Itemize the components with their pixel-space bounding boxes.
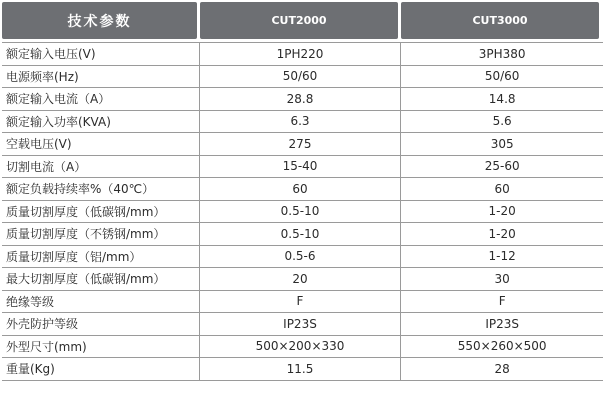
row-label: 空载电压(V) [2,133,200,155]
value-model-2: 50/60 [484,69,520,84]
value-model-2: F [498,294,506,309]
value-model-1: F [200,291,402,313]
table-row [2,358,603,381]
table-row [2,133,603,156]
value-model-1: 0.5-10 [200,201,402,223]
value-model-1: 1PH220 [200,43,402,65]
table-row [2,336,603,359]
table-row [2,66,603,89]
row-label: 质量切割厚度（低碳钢/mm） [2,201,200,223]
row-label: 电源频率(Hz) [2,66,200,88]
table-row [2,178,603,201]
value-model-2: 3PH380 [478,46,526,61]
value-model-2: 550×260×500 [457,339,547,354]
table-row [2,111,603,134]
value-model-2: 30 [494,271,510,286]
row-label: 重量(Kg) [2,358,200,380]
row-label: 额定输入功率(KVA) [2,111,200,133]
row-label: 额定输入电压(V) [2,43,200,65]
table-row [2,291,603,314]
row-label: 额定输入电流（A） [2,88,200,110]
table-row [2,246,603,269]
value-model-1: IP23S [200,313,402,335]
row-label: 外型尺寸(mm) [2,336,200,358]
value-model-1: 50/60 [200,66,402,88]
row-label: 质量切割厚度（不锈钢/mm） [2,223,200,245]
table-row [2,88,603,111]
value-model-2: IP23S [485,316,519,331]
value-model-2: 305 [490,136,514,151]
value-model-2: 25-60 [484,159,520,174]
value-model-1: 500×200×330 [200,336,402,358]
table-row [2,223,603,246]
spec-table [2,2,603,381]
value-model-2: 1-20 [488,226,516,241]
value-model-1: 0.5-6 [200,246,402,268]
table-row [2,313,603,336]
row-label: 绝缘等级 [2,291,200,313]
value-model-1: 0.5-10 [200,223,402,245]
value-model-1: 15-40 [200,156,402,178]
table-row [2,156,603,179]
table-row [2,268,603,291]
table-body [2,42,603,381]
header-model-1: CUT2000 [200,2,398,39]
table-header [2,2,603,39]
table-row [2,201,603,224]
row-label: 最大切割厚度（低碳钢/mm） [2,268,200,290]
value-model-1: 11.5 [200,358,402,380]
header-model-2: CUT3000 [401,2,599,39]
value-model-2: 5.6 [492,114,512,129]
value-model-1: 20 [200,268,402,290]
value-model-2: 14.8 [488,91,516,106]
row-label: 额定负载持续率%（40℃） [2,178,200,200]
table-row [2,43,603,66]
value-model-1: 28.8 [200,88,402,110]
row-label: 切割电流（A） [2,156,200,178]
value-model-2: 1-20 [488,204,516,219]
value-model-2: 1-12 [488,249,516,264]
value-model-2: 60 [494,181,510,196]
value-model-1: 6.3 [200,111,402,133]
value-model-1: 275 [200,133,402,155]
row-label: 外壳防护等级 [2,313,200,335]
header-param-label: 技术参数 [2,2,197,39]
value-model-1: 60 [200,178,402,200]
value-model-2: 28 [494,361,510,376]
row-label: 质量切割厚度（铝/mm） [2,246,200,268]
